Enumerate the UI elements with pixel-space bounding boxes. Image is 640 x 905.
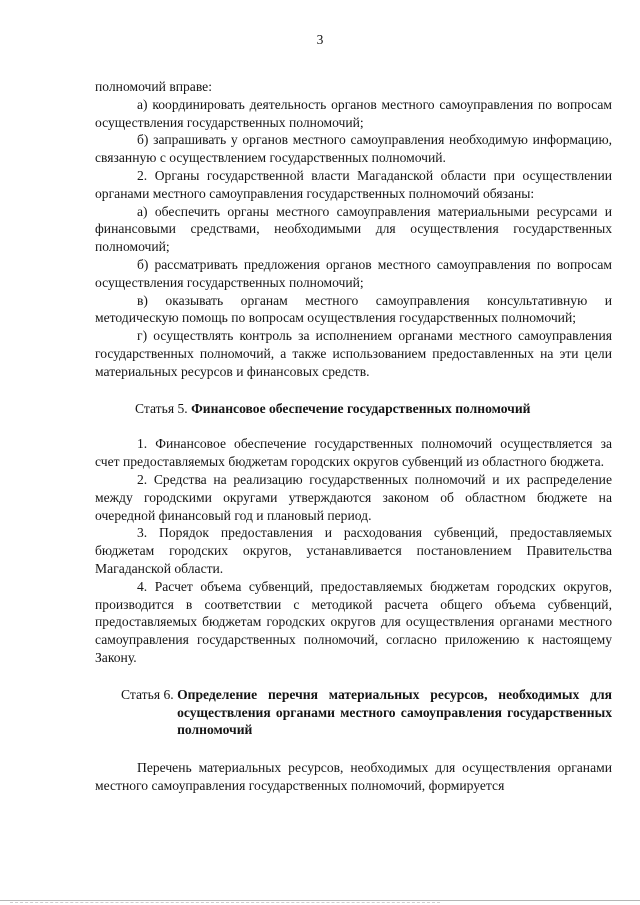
paragraph: г) осуществлять контроль за исполнением органами местного самоуправления государственных полномочий, а также использованием предоставленных на эти цели материальных ресурсов и финансовых средств. <box>95 328 612 379</box>
article-title: Определение перечня материальных ресурсов, необходимых для осуществления органами местного самоуправления государственных полномочий <box>177 686 612 738</box>
paragraph: б) рассматривать предложения органов местного самоуправления по вопросам осуществления государственных полномочий; <box>95 256 612 290</box>
article-number: Статья 5. <box>135 400 192 416</box>
document-body <box>95 78 612 795</box>
paragraph: полномочий вправе: <box>95 79 212 94</box>
paragraph: 3. Порядок предоставления и расходования субвенций, предоставляемых бюджетам городских округов, устанавливается постановлением Правительства Магаданской области. <box>95 525 612 576</box>
paragraph: а) обеспечить органы местного самоуправления материальными ресурсами и финансовыми средствами, необходимыми для осуществления государственных полномочий; <box>95 203 612 255</box>
paragraph: 2. Средства на реализацию государственных полномочий и их распределение между городскими округами утверждаются законом об областном бюджете на очередной финансовый год и плановый период. <box>95 471 612 523</box>
article-title: Финансовое обеспечение государственных полномочий <box>191 400 531 416</box>
paragraph: 2. Органы государственной власти Магаданской области при осуществлении органами местного самоуправления государственных полномочий обязаны: <box>95 167 612 201</box>
page-bottom-edge <box>0 900 640 901</box>
paragraph: а) координировать деятельность органов местного самоуправления по вопросам осуществления государственных полномочий; <box>95 96 612 130</box>
article-6-heading <box>95 686 612 739</box>
paragraph: 1. Финансовое обеспечение государственных полномочий осуществляется за счет предоставляемых бюджетам городских округов субвенций из областного бюджета. <box>95 436 612 470</box>
paragraph: в) оказывать органам местного самоуправления консультативную и методическую помощь по вопросам осуществления государственных полномочий; <box>95 292 612 326</box>
paragraph: 4. Расчет объема субвенций, предоставляемых бюджетам городских округов, производится в соответствии с методикой расчета общего объема субвенций, предоставляемых бюджетам городских округов для осуществления органами местного самоуправления государственных полномочий, согласно приложению к настоящему Закону. <box>95 578 612 665</box>
scan-artifact-line <box>10 902 440 903</box>
paragraph: Перечень материальных ресурсов, необходимых для осуществления органами местного самоуправления государственных полномочий, формируется <box>95 760 612 793</box>
paragraph: б) запрашивать у органов местного самоуправления необходимую информацию, связанную с осуществлением государственных полномочий. <box>95 132 612 166</box>
article-number: Статья 6. <box>121 686 178 702</box>
article-5-heading <box>95 400 612 418</box>
page-number: 3 <box>316 32 324 47</box>
